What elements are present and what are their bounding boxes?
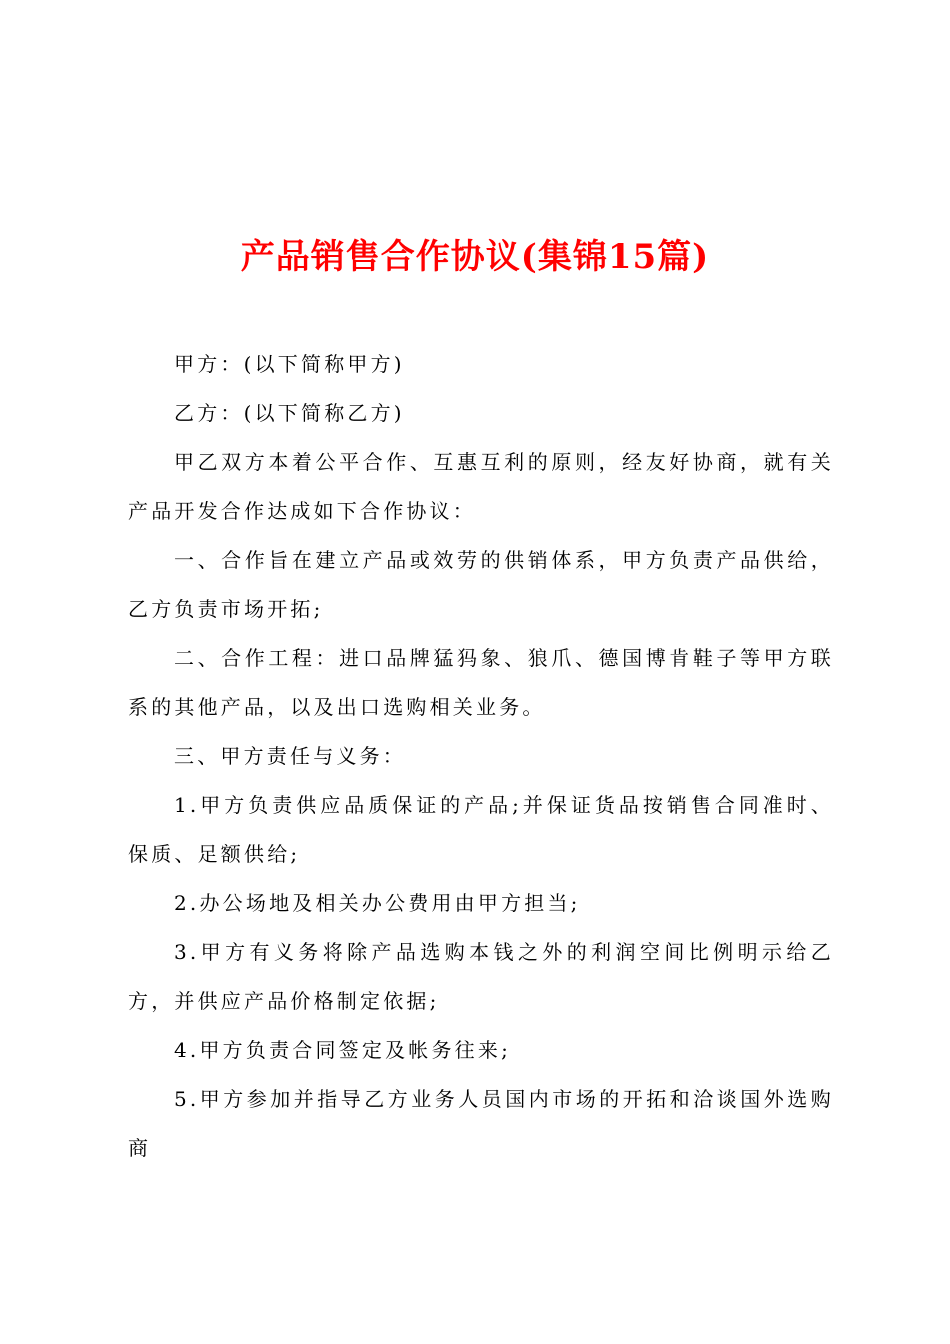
paragraph-party-b: 乙方：(以下简称乙方)	[174, 401, 405, 425]
paragraph-preamble: 甲乙双方本着公平合作、互惠互利的原则，经友好协商，就有关产品开发合作达成如下合作协议：	[128, 450, 834, 523]
document-title: 产品销售合作协议(集锦15篇)	[240, 236, 710, 277]
paragraph-item-4: 4.甲方负责合同签定及帐务往来;	[174, 1038, 512, 1062]
document-body	[128, 340, 834, 1173]
paragraph-item-5: 5.甲方参加并指导乙方业务人员国内市场的开拓和洽谈国外选购商	[128, 1087, 834, 1160]
paragraph-clause-2: 二、合作工程：进口品牌猛犸象、狼爪、德国博肯鞋子等甲方联系的其他产品，以及出口选购相关业务。	[128, 646, 834, 719]
paragraph-clause-1: 一、合作旨在建立产品或效劳的供销体系，甲方负责产品供给，乙方负责市场开拓;	[128, 548, 834, 621]
paragraph-item-3: 3.甲方有义务将除产品选购本钱之外的利润空间比例明示给乙方，并供应产品价格制定依据;	[128, 940, 834, 1013]
paragraph-clause-3-heading: 三、甲方责任与义务：	[174, 744, 406, 768]
paragraph-item-1: 1.甲方负责供应品质保证的产品;并保证货品按销售合同准时、保质、足额供给;	[128, 793, 834, 866]
paragraph-party-a: 甲方：(以下简称甲方)	[174, 352, 405, 376]
paragraph-item-2: 2.办公场地及相关办公费用由甲方担当;	[174, 891, 581, 915]
